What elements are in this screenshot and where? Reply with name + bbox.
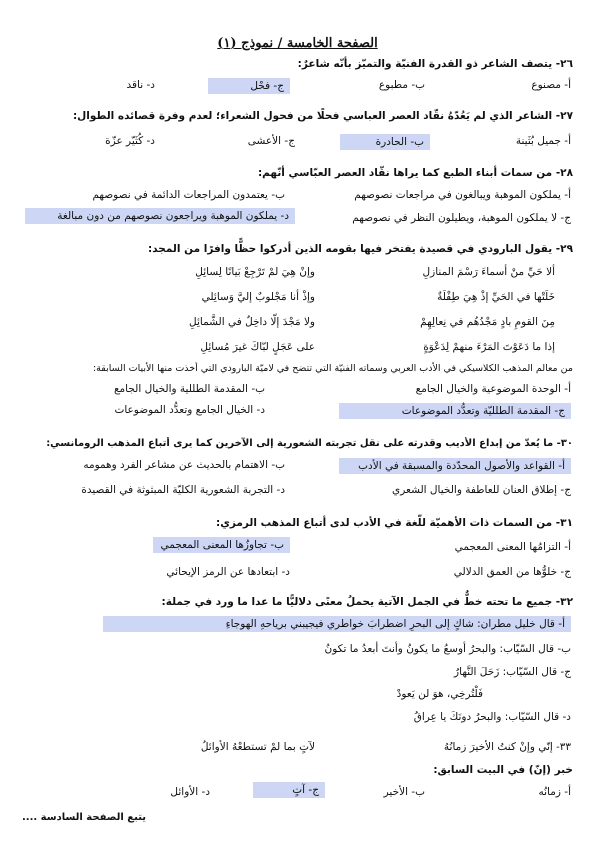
q26-option-a[interactable]: أ- مصنوع (531, 79, 571, 91)
q29-option-a[interactable]: أ- الوحدة الموضوعية والخيال الجامع (415, 383, 571, 395)
q30-option-d[interactable]: د- التجربة الشعورية الكليّة المبثوثة في القصيدة (81, 484, 285, 496)
q33-verse-second: لآتٍ بما لمْ تستطعْهُ الأوائلُ (200, 741, 315, 753)
q32-option-b[interactable]: ب- قال السّيّاب: والبحرُ أوسعُ ما يكونُ وأنتَ أبعدُ ما تكونُ (324, 643, 571, 655)
q27-option-a[interactable]: أ- جميل بُثَينة (515, 135, 571, 147)
q32-option-c[interactable]: ج- قال السّيّاب: زَحَلَ النَّهارُ (454, 666, 571, 678)
question-31-stem: ٣١- من السمات ذات الأهميّة للّغة في الأدب لدى أتباع المذهب الرمزي: (216, 517, 573, 529)
question-27-stem: ٢٧- الشاعر الذي لم يَعُدّهُ نقّاد العصر العباسي فحلًا من فحول الشعراء؛ لعدم وفرة قصائده الطوال: (72, 110, 573, 122)
q29-verse-4-first: إذا ما دَعَوْتَ المَرْءَ منهمْ لِدَعْوَةٍ (423, 341, 555, 353)
q27-option-d[interactable]: د- كُثَيّر عزّة (105, 135, 155, 147)
q26-option-b[interactable]: ب- مطبوع (378, 79, 425, 91)
page-title: الصفحة الخامسة / نموذج (١) (217, 36, 378, 51)
question-29-stem: ٢٩- يقول البارودي في قصيدة يفتخر فيها بقومه الذين أدركوا حظًّا وافرًا من المجد: (148, 243, 573, 255)
q31-option-a[interactable]: أ- التزامُها المعنى المعجمي (454, 541, 571, 553)
q29-option-d[interactable]: د- الخيال الجامع وتعدُّد الموضوعات (114, 404, 265, 416)
q31-option-c[interactable]: ج- خلوُّها من العمق الدلالي (453, 566, 571, 578)
q33-option-c[interactable]: ج- آتٍ (253, 782, 325, 798)
q30-option-b[interactable]: ب- الاهتمام بالحديث عن مشاعر الفرد وهمومه (83, 459, 285, 471)
q28-option-c[interactable]: ج- لا يملكون الموهبة، ويطيلون النظر في نصوصهم (352, 212, 571, 224)
q32-option-d[interactable]: د- قال السّيّاب: والبحرُ دونَكَ يا عِراقُ (413, 711, 571, 723)
question-28-stem: ٢٨- من سمات أبناء الطبع كما يراها نقّاد العصر العبّاسي أنّهم: (257, 167, 573, 179)
q33-stem-2: خبر (إنّ) في البيت السابق: (433, 764, 573, 776)
q29-verse-1-second: وإنْ هِيَ لمْ تَرْجِعْ بَيانًا لِسائِلِ (195, 266, 315, 278)
q33-option-a[interactable]: أ- زمانُه (538, 786, 571, 798)
q29-verse-1-first: ألا حَيِّ منْ أسماءَ رَسْمَ المنازلِ (422, 266, 555, 278)
q29-option-b[interactable]: ب- المقدمة الطللية والخيال الجامع (113, 383, 265, 395)
q26-option-d[interactable]: د- ناقد (126, 79, 155, 91)
q32-option-c-line-2: فَلْتُرخِي، هوَ لن يَعودْ (396, 688, 483, 700)
q30-option-c[interactable]: ج- إطلاق العنان للعاطفة والخيال الشعري (392, 484, 571, 496)
q27-option-b[interactable]: ب- الحادرة (340, 134, 430, 150)
q28-option-a[interactable]: أ- يملكون الموهبة ويبالغون في مراجعات نصوصهم (354, 189, 571, 201)
q33-option-d[interactable]: د- الأوائل (170, 786, 210, 798)
q28-option-d[interactable]: د- يملكون الموهبة ويراجعون نصوصهم من دون مبالغة (25, 208, 295, 224)
q32-option-a[interactable]: أ- قال خليل مطران: شاكٍ إلى البحرِ اضطرابَ خواطري فيجيبني برياحهِ الهوجاءِ (103, 616, 571, 632)
q29-verse-3-first: مِنَ القومِ بادٍ مَجْدُهُم في نِعالِهِمْ (420, 316, 555, 328)
q33-verse-first: ٣٣- إنّي وإنْ كنتُ الأخيرَ زمانُهُ (443, 741, 571, 753)
q31-option-b[interactable]: ب- تجاوزُها المعنى المعجمي (153, 537, 290, 553)
q26-option-c[interactable]: ج- فحْل (208, 78, 290, 94)
question-32-stem: ٣٢- جميع ما تحته خطٌّ في الجمل الآتية يحملُ معنًى دلاليًّا ما عدا ما ورد في جملة: (161, 596, 573, 608)
q28-option-b[interactable]: ب- يعتمدون المراجعات الدائمة في نصوصهم (92, 189, 285, 201)
q31-option-d[interactable]: د- ابتعادها عن الرمز الإيحائي (166, 566, 290, 578)
q29-stem-2: من معالم المذهب الكلاسيكي في الأدب العربي وسماته الفنيّة التي تتضح في لاميّة البارودي التي أُخذت منها الأبيات السابقة: (92, 363, 573, 374)
q33-option-b[interactable]: ب- الأخير (383, 786, 425, 798)
question-30-stem: ٣٠- ما يُعدّ من إبداع الأديب وقدرته على نقل تجربته الشعورية إلى الآخرين كما يرى أتباع المذهب الرومانسي: (46, 438, 573, 449)
q29-verse-2-first: خَلَتْها في الحَيِّ إذْ هِيَ طِفْلَةٌ (437, 291, 555, 303)
q29-verse-2-second: وإذْ أنا مَجْلوبٌ إليَّ وَسائِلي (201, 291, 315, 303)
page-footer: يتبع الصفحة السادسة .... (22, 812, 147, 823)
q27-option-c[interactable]: ج- الأعشى (247, 135, 295, 147)
q29-option-c[interactable]: ج- المقدمة الطلليّة وتعدُّد الموضوعات (339, 403, 571, 419)
q29-verse-4-second: على عَجَلٍ لبّاكَ غيرَ مُسائِلِ (200, 341, 315, 353)
q29-verse-3-second: ولا مَجْدَ إلّا داخِلٌ في الشَّمائِلِ (189, 316, 315, 328)
q30-option-a[interactable]: أ- القواعد والأصول المحدّدة والمسبقة في الأدب (339, 458, 571, 474)
question-26-stem: ٢٦- يتصف الشاعر ذو القدرة الفنيّة والتميّز بأنّه شاعرٌ: (297, 58, 573, 70)
